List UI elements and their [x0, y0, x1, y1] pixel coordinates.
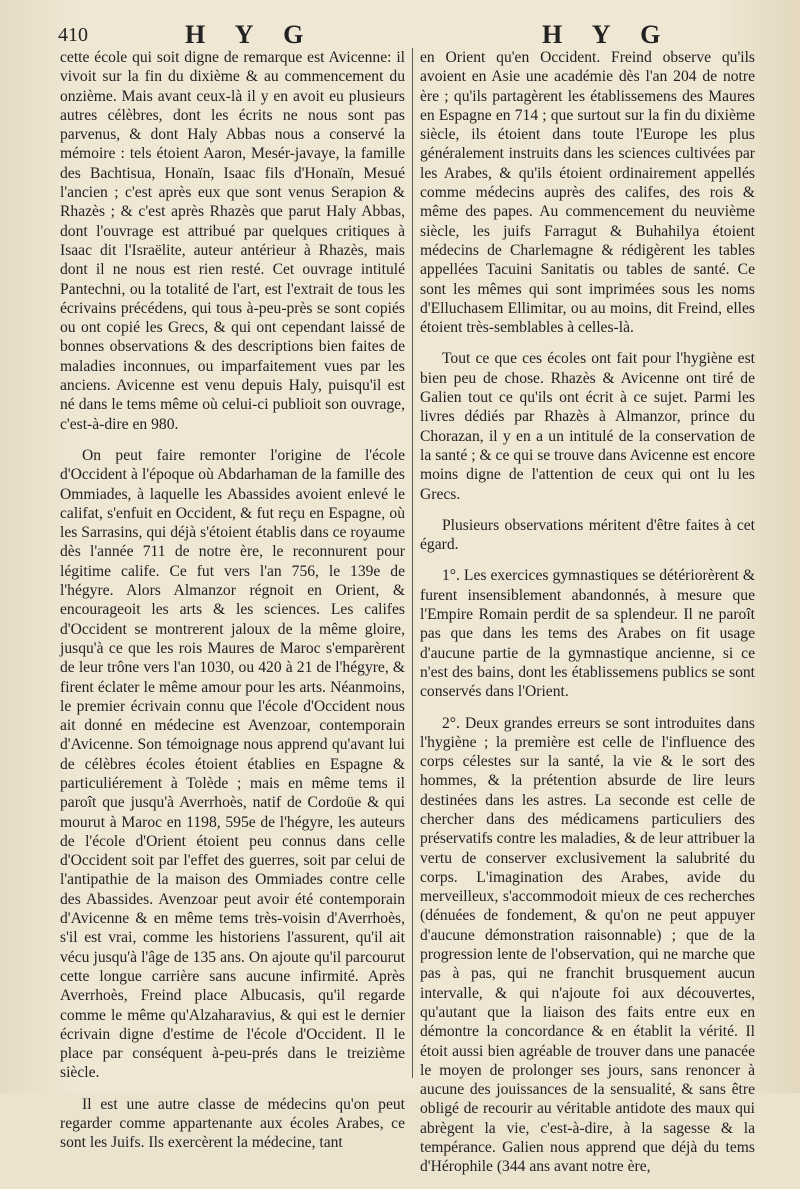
right-column: [420, 48, 755, 1189]
running-head-right: H Y G: [542, 20, 673, 49]
page-number: 410: [58, 24, 88, 46]
paragraph: On peut faire remonter l'origine de l'école d'Occident à l'époque où Abdarhaman de la famille des Ommiades, à laquelle les Abassides avoient enlevé le califat, s'enfuit en Occident, & fut reçu en Espagne, où les Sarrasins, qui déjà s'étoient établis dans ce royaume dès l'année 711 de notre ère, le reconnurent pour légitime calife. Ce fut vers l'an 756, le 139e de l'hégyre. Alors Almanzor régnoit en Orient, & encourageoit les arts & les sciences. Les califes d'Occident se montrerent jaloux de la même gloire, jusqu'à ce que les rois Maures de Maroc s'emparèrent de leur trône vers l'an 1030, ou 420 à 21 de l'hégyre, & firent éclater le même amour pour les arts. Néanmoins, le premier écrivain connu que l'école d'Occident nous ait donné en médecine est Avenzoar, contemporain d'Avicenne. Son témoignage nous apprend qu'avant lui de célèbres écoles étoient établies en Espagne & particuliérement à Tolède ; mais en même tems il paroît que jusqu'à Averrhoès, natif de Cordoüe & qui mourut à Maroc en 1198, 595e de l'hégyre, les auteurs de l'école d'Orient étoient peu connus dans celle d'Occident soit par l'effet des guerres, soit par celui de l'antipathie de la maison des Ommiades contre celle des Abassides. Avenzoar peut avoir été contemporain d'Avicenne & en même tems très-voisin d'Averrhoès, s'il est vrai, comme les historiens l'assurent, qu'il ait vécu jusqu'à l'âge de 135 ans. On ajoute qu'il parcourut cette longue carrière sans aucune infirmité. Après Averrhoès, Freind place Albucasis, qu'il regarde comme le même qu'Alzaharavius, & qui est le dernier écrivain digne d'estime de l'école d'Occident. Il le place par conséquent à-peu-prés dans le treizième siècle.: [60, 446, 405, 1082]
paragraph: Tout ce que ces écoles ont fait pour l'hygiène est bien peu de chose. Rhazès & Avicenne ont tiré de Galien tout ce qu'ils ont écrit à ce sujet. Parmi les livres dédiés par Rhazès à Almanzor, prince du Chorazan, il y en a un intitulé de la conservation de la santé ; & ce qui se trouve dans Avicenne est encore moins digne de l'attention de ceux qui ont lu les Grecs.: [420, 350, 755, 503]
paragraph: en Orient qu'en Occident. Freind observe qu'ils avoient en Asie une académie dès l'an 204 de notre ère ; qu'ils partagèrent les établissemens des Maures en Espagne en 714 ; que surtout sur la fin du dixième siècle, ils étoient dans toute l'Europe les plus généralement instruits dans les sciences cultivées par les Arabes, & qu'ils étoient ordinairement appellés comme médecins auprès des califes, des rois & même des papes. Au commencement du neuvième siècle, les juifs Farragut & Buhahilya étoient médecins de Charlemagne & rédigèrent les tables appellées Tacuini Sanitatis ou tables de santé. Ce sont les mêmes qui sont imprimées sous les noms d'Elluchasem Ellimitar, ou au moins, dit Freind, elles étoient très-semblables à celles-là.: [420, 49, 755, 337]
column-divider: [412, 48, 414, 1078]
paragraph: Plusieurs observations méritent d'être faites à cet égard.: [420, 516, 755, 554]
paragraph: 1°. Les exercices gymnastiques se détériorèrent & furent insensiblement abandonnés, à mesure que l'Empire Romain perdit de sa splendeur. Il ne paroît pas que dans les tems des Arabes on fit usage d'aucune partie de la gymnastique ancienne, si ce n'est des bains, dont les établissemens publics se sont conservés dans l'Orient.: [420, 567, 755, 701]
paragraph: cette école qui soit digne de remarque est Avicenne: il vivoit sur la fin du dixième & au commencement du onzième. Mais avant ceux-là il y en avoit eu plusieurs autres célèbres, dont les écrits ne nous sont pas parvenus, & dont Haly Abbas nous a conservé la mémoire : tels étoient Aaron, Mesér-javaye, la famille des Bachtisua, Honaïn, Isaac fils d'Honaïn, Mesué l'ancien ; c'est après eux que sont venus Serapion & Rhazès ; & c'est après Rhazès que parut Haly Abbas, dont l'ouvrage est attribué par quelques critiques à Isaac dit l'Israëlite, auteur antérieur à Rhazès, mais dont il ne nous est rien resté. Cet ouvrage intitulé Pantechni, ou la totalité de l'art, est l'extrait de tous les écrivains précédens, qui tous à-peu-près se sont copiés ou ont copié les Grecs, & qui ont cependant laissé de bonnes observations & des descriptions bien faites de maladies inconnues, ou imparfaitement vues par les anciens. Avicenne est venu depuis Haly, puisqu'il est né dans le tems même où celui-ci publioit son ouvrage, c'est-à-dire en 980.: [60, 49, 405, 433]
paragraph: Il est une autre classe de médecins qu'on peut regarder comme appartenante aux écoles Arabes, ce sont les Juifs. Ils exercèrent la médecine, tant: [60, 1095, 405, 1152]
paragraph: 2°. Deux grandes erreurs se sont introduites dans l'hygiène ; la première est celle de l'influence des corps célestes sur la santé, la vie & le sort des hommes, & la prétention absurde de lire leurs destinées dans les astres. La seconde est celle de chercher dans des médicamens particuliers des préservatifs contre les maladies, & de leur attribuer la vertu de conserver exclusivement la salubrité du corps. L'imagination des Arabes, avide du merveilleux, s'accommodoit mieux de ces recherches (dénuées de fondement, & qu'on ne peut appuyer d'aucune démonstration raisonnable) ; que de la progression lente de l'observation, qui ne marche que pas à pas, qui ne franchit brusquement aucun intervalle, & qui n'ajoute foi aux découvertes, qu'autant que la liaison des faits entre eux en démontre la concordance & en établit la vérité. Il étoit aussi bien agréable de trouver dans une panacée le moyen de prolonger ses jours, sans renoncer à aucune des jouissances de la sensualité, & sans être obligé de recourir au véritable antidote des maux qui abrègent la vie, c'est-à-dire, à la sagesse & la tempérance. Galien nous apprend que déjà du tems d'Hérophile (344 ans avant notre ère,: [420, 714, 755, 1176]
running-head-left: H Y G: [185, 20, 316, 49]
left-column: [60, 48, 405, 1165]
